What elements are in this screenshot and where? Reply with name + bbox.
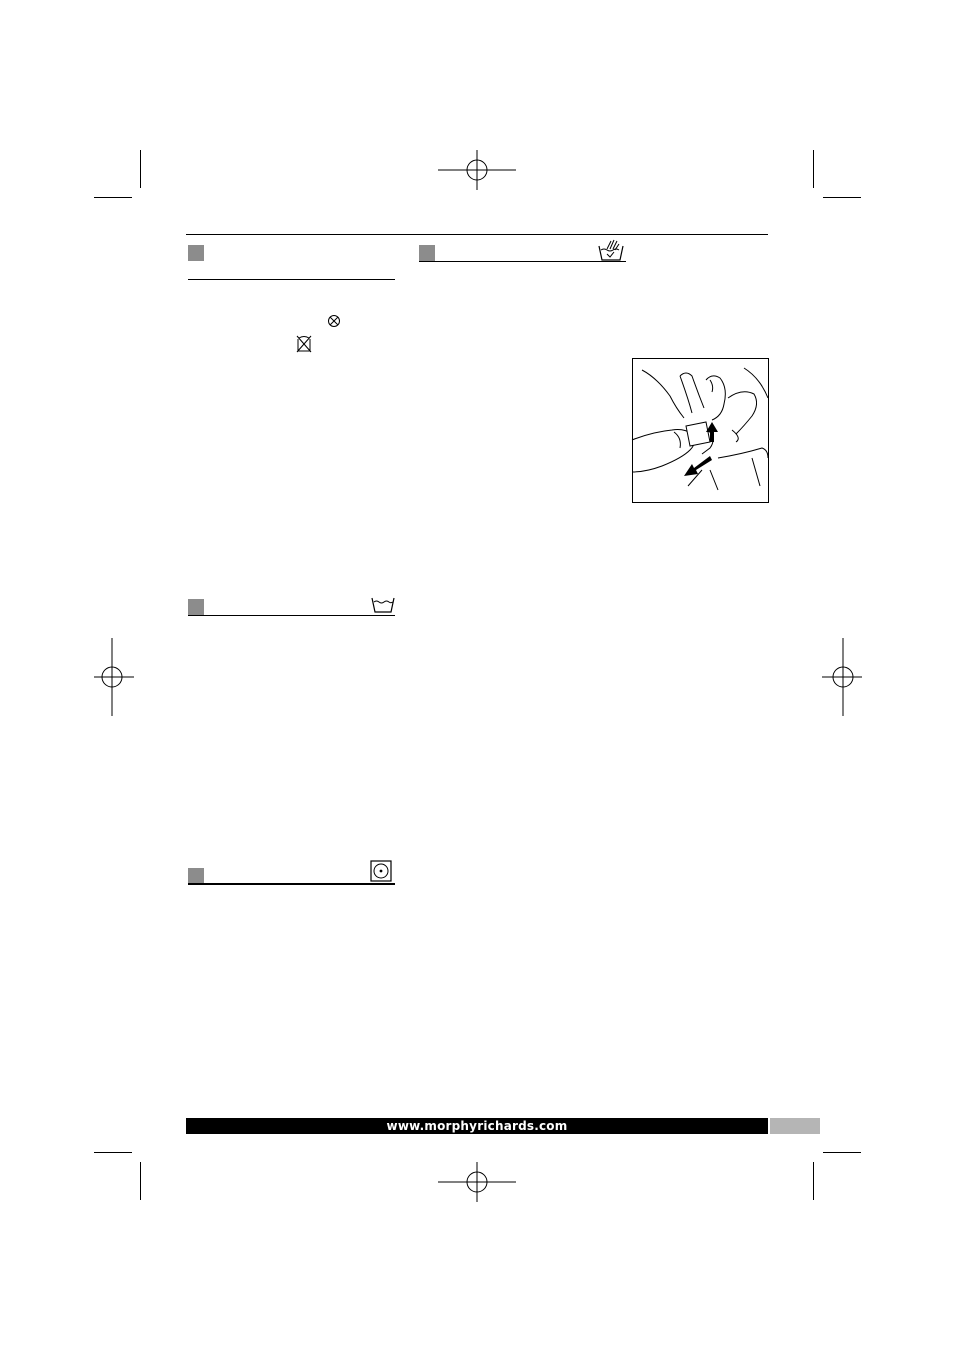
- hands-illustration: [632, 358, 769, 503]
- crop-mark-icon: [140, 1162, 141, 1200]
- section-rule: [419, 261, 626, 262]
- registration-mark-icon: [822, 638, 862, 716]
- crop-mark-icon: [823, 1152, 861, 1153]
- section-rule: [188, 883, 395, 885]
- section-marker: [188, 599, 204, 615]
- hand-wash-icon: [597, 238, 625, 262]
- crop-mark-icon: [94, 1152, 132, 1153]
- crop-mark-icon: [813, 150, 814, 188]
- tumble-dry-low-icon: [370, 860, 392, 882]
- section-marker: [419, 245, 435, 261]
- crop-mark-icon: [823, 197, 861, 198]
- do-not-tumble-dry-icon: [327, 314, 341, 328]
- header-rule: [186, 234, 768, 235]
- do-not-dry-clean-icon: [296, 335, 312, 353]
- wash-tub-icon: [371, 597, 395, 613]
- registration-mark-icon: [94, 638, 134, 716]
- section-marker: [188, 868, 204, 884]
- footer-page-tab: [770, 1118, 820, 1134]
- footer-url-bar: [186, 1118, 768, 1134]
- section-rule: [188, 279, 395, 280]
- crop-mark-icon: [140, 150, 141, 188]
- registration-mark-icon: [438, 150, 516, 190]
- registration-mark-icon: [438, 1162, 516, 1202]
- section-rule: [188, 615, 395, 616]
- footer-url: www.morphyrichards.com: [386, 1119, 568, 1133]
- crop-mark-icon: [813, 1162, 814, 1200]
- section-marker: [188, 245, 204, 261]
- crop-mark-icon: [94, 197, 132, 198]
